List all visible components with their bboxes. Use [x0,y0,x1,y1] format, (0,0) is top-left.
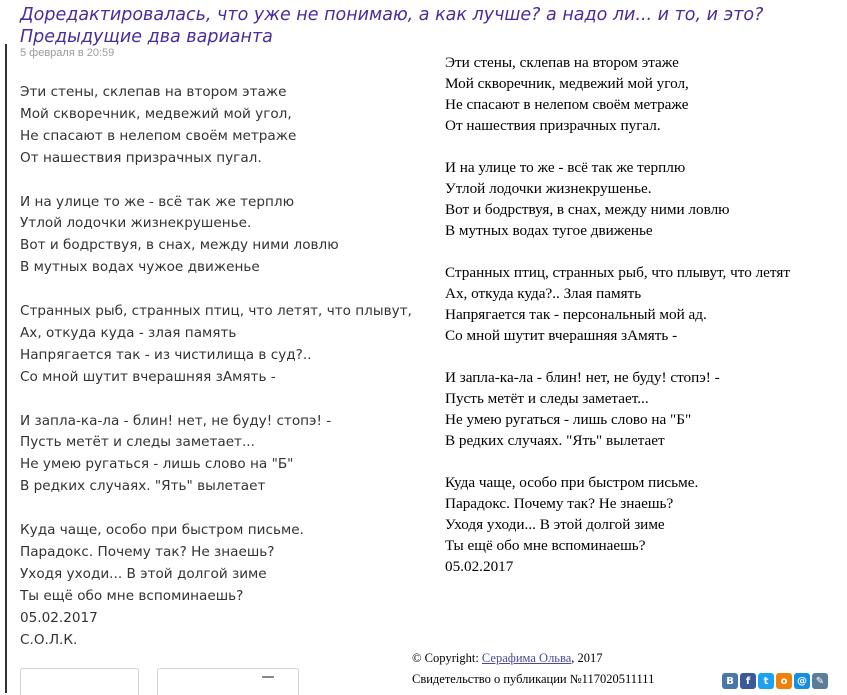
poem-stanza [445,472,790,577]
copyright [412,651,603,666]
poem-line: Странных рыб, странных птиц, что летят, что плывут, [20,303,412,320]
comment-box[interactable] [157,668,299,695]
copyright-prefix: © Copyright: [412,651,482,665]
heading-line-2: Предыдущие два варианта [20,27,273,47]
poem-line: Пусть метёт и следы заметает... [445,390,649,407]
facebook-icon[interactable]: f [740,673,756,689]
poem-stanza [445,367,790,451]
poem-stanza [20,301,412,389]
poem-line: Мой скворечник, медвежий мой угол, [445,75,689,92]
poem-line: Вот и бодрствуя, в снах, между ними ловлю [20,237,339,254]
poem-line: Утлой лодочки жизнекрушенье. [20,215,252,232]
poem-line: От нашествия призрачных пугал. [445,117,661,134]
left-poem [20,82,412,652]
poem-line: От нашествия призрачных пугал. [20,149,262,166]
share-icons [722,673,828,689]
poem-line: Напрягается так - из чистилища в суд?.. [20,346,312,363]
poem-line: В мутных водах чужое движенье [20,259,260,276]
poem-line: И на улице то же - всё так же терплю [20,193,295,210]
poem-line: Уходя уходи... В этой долгой зиме [20,565,267,582]
copyright-year: , 2017 [571,651,603,665]
comment-box[interactable] [20,668,139,695]
poem-stanza [445,262,790,346]
poem-line: Куда чаще, особо при быстром письме. [445,474,699,491]
poem-stanza [20,520,412,651]
poem-line: В редких случаях. "Ять" вылетает [20,478,266,495]
poem-line: С.О.Л.К. [20,631,78,648]
poem-stanza [20,411,412,499]
poem-line: Странных птиц, странных рыб, что плывут, что летят [445,264,790,281]
poem-line: Ах, откуда куда - злая память [20,324,237,341]
heading-line-1: Доредактировалась, что уже не понимаю, а как лучше? а надо ли... и то, и это? [20,5,764,25]
livejournal-icon[interactable]: ✎ [812,673,828,689]
post-date: 5 февраля в 20:59 [20,47,115,59]
right-poem [445,52,790,598]
odnoklassniki-icon[interactable]: o [776,673,792,689]
poem-line: Парадокс. Почему так? Не знаешь? [445,495,674,512]
poem-line: Уходя уходи... В этой долгой зиме [445,516,665,533]
poem-line: Эти стены, склепав на втором этаже [20,84,287,100]
poem-line: 05.02.2017 [20,609,98,626]
page-heading [20,4,845,48]
poem-line: И на улице то же - всё так же терплю [445,159,686,176]
poem-line: Не спасают в нелепом своём метраже [445,96,689,113]
twitter-icon[interactable]: t [758,673,774,689]
poem-line: Со мной шутит вчерашняя зАмять - [445,327,678,344]
poem-line: Со мной шутит вчерашняя зАмять - [20,368,276,385]
poem-line: Утлой лодочки жизнекрушенье. [445,180,652,197]
mailru-icon[interactable]: @ [794,673,810,689]
poem-line: Куда чаще, особо при быстром письме. [20,522,304,539]
minimize-icon[interactable] [262,676,274,678]
poem-line: Пусть метёт и следы заметает... [20,434,255,451]
poem-line: Не умею ругаться - лишь слово на "Б" [20,456,294,473]
poem-line: Не умею ругаться - лишь слово на "Б" [445,411,692,428]
poem-line: Мой скворечник, медвежий мой угол, [20,105,292,122]
poem-line: Не спасают в нелепом своём метраже [20,127,297,144]
publication-certificate: Свидетельство о публикации №117020511111 [412,672,655,686]
poem-line: Ты ещё обо мне вспоминаешь? [445,537,646,554]
poem-line: И запла-ка-ла - блин! нет, не буду! стопэ! - [445,369,720,386]
poem-line: Эти стены, склепав на втором этаже [445,54,679,71]
author-link[interactable]: Серафима Ольва [481,651,572,665]
poem-line: В мутных водах тугое движенье [445,222,653,239]
vk-icon[interactable]: B [722,673,738,689]
poem-line: Напрягается так - персональный мой ад. [445,306,707,323]
poem-stanza [445,157,790,241]
poem-line: 05.02.2017 [445,558,514,575]
poem-stanza [445,52,790,136]
poem-line: Вот и бодрствуя, в снах, между ними ловлю [445,201,730,218]
poem-line: Ты ещё обо мне вспоминаешь? [20,587,244,604]
quote-bar [5,44,7,693]
poem-line: Парадокс. Почему так? Не знаешь? [20,543,275,560]
poem-line: Ах, откуда куда?.. Злая память [445,285,642,302]
poem-stanza [20,192,412,280]
poem-line: В редких случаях. "Ять" вылетает [445,432,665,449]
poem-stanza [20,82,412,170]
poem-line: И запла-ка-ла - блин! нет, не буду! стопэ! - [20,412,332,429]
